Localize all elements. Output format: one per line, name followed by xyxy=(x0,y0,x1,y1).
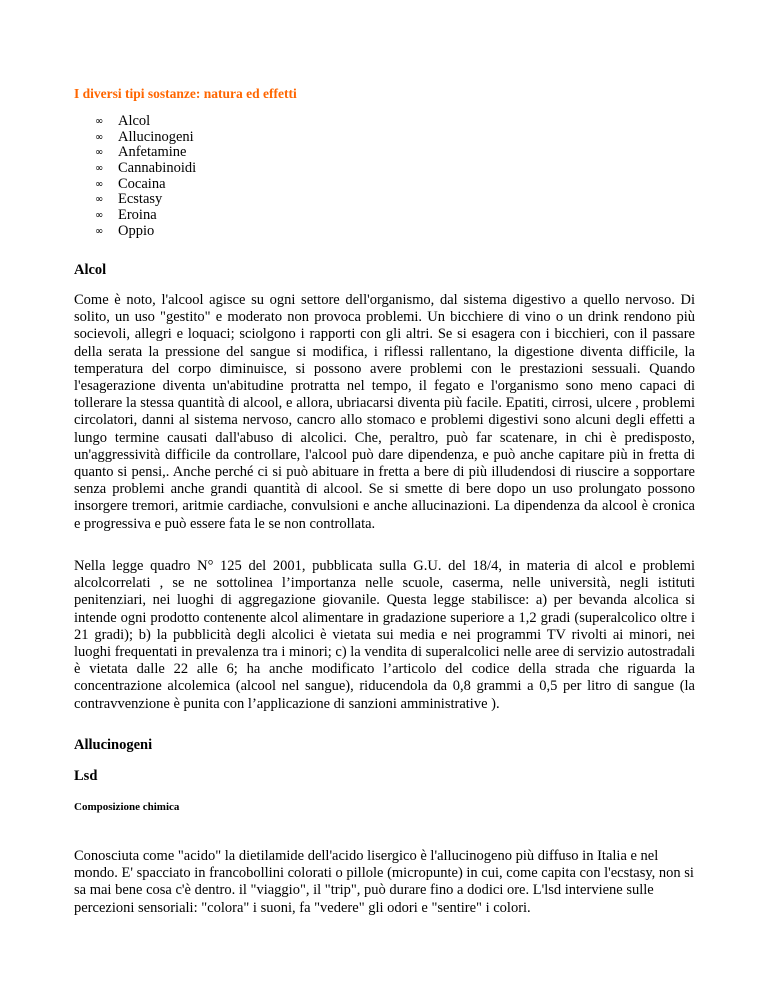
infinity-bullet-icon: ∞ xyxy=(95,210,104,222)
alcol-paragraph: Come è noto, l'alcool agisce su ogni settore dell'organismo, dal sistema digestivo a quello nervoso. Di solito, un uso "gestito" e moderato non provoca problemi. Un bicchiere di vino o un drink rendono più socievoli, allegri e loquaci; sciolgono i rapporti con gli altri. Se si esagera con i bicchieri, con il passare della serata la pressione del sangue si modifica, i riflessi rallentano, la digestione diventa difficile, la temperatura del corpo diminuisce, si possono avere problemi con le prestazioni sessuali. Quando l'esagerazione diventa un'abitudine protratta nel tempo, il fegato e l'organismo sono meno capaci di tollerare la stessa quantità di alcool, e allora, ubriacarsi diventa più facile. Epatiti, cirrosi, ulcere , problemi circolatori, danni al sistema nervoso, cancro allo stomaco e problemi digestivi sono alcuni degli effetti a lungo termine causati dall'abuso di alcolici. Che, peraltro, può far scatenare, in chi è predisposto, un'aggressività difficile da controllare, l'alcool può dare dipendenza, e può anche capitare più in fretta di quanto si pensi,. Anche perché ci si può abituare in fretta a bere di più illudendosi di riuscire a sopportare senza problemi anche grandi quantità di alcool. Se si smette di bere dopo un uso prolungato possono insorgere tremori, aritmie cardiache, convulsioni e anche allucinazioni. La dipendenza da alcool è cronica e progressiva e può essere fata le se non controllata. xyxy=(74,292,695,532)
alcol-heading: Alcol xyxy=(74,262,107,278)
list-item-label: Oppio xyxy=(118,222,155,239)
list-item-label: Cocaina xyxy=(118,175,166,192)
infinity-bullet-icon: ∞ xyxy=(95,178,104,190)
infinity-bullet-icon: ∞ xyxy=(95,116,104,127)
list-item-label: Allucinogeni xyxy=(118,128,194,145)
list-item-label: Cannabinoidi xyxy=(118,160,197,177)
infinity-bullet-icon: ∞ xyxy=(95,194,104,206)
document-title: I diversi tipi sostanze: natura ed effetti xyxy=(74,86,297,101)
list-item-label: Eroina xyxy=(118,207,157,224)
alcol-law-paragraph: Nella legge quadro N° 125 del 2001, pubblicata sulla G.U. del 18/4, in materia di alcol e problemi alcolcorrelati , se ne sottolinea l’importanza nelle scuole, caserma, nelle università, negli istituti penitenziari, nei luoghi di aggregazione giovanile. Questa legge stabilisce: a) per bevanda alcolica si intende ogni prodotto contenente alcol alimentare in gradazione superiore a 1,2 gradi (superalcolico oltre i 21 gradi); b) la pubblicità degli alcolici è vietata sui media e nei programmi TV rivolti ai minori, nei luoghi frequentati in prevalenza tra i minori; c) la vendita di superalcolici nelle aree di servizio autostradali è vietata dalle 22 alle 6; ha anche modificato l’articolo del codice della strada che riguarda la concentrazione alcolemica (alcool nel sangue), riducendola da 0,8 grammi a 0,5 per litro di sangue (la contravvenzione è punita con l’applicazione di sanzioni amministrative ). xyxy=(74,558,695,712)
infinity-bullet-icon: ∞ xyxy=(95,147,104,159)
list-item-label: Anfetamine xyxy=(118,144,187,161)
infinity-bullet-icon: ∞ xyxy=(95,131,104,143)
infinity-bullet-icon: ∞ xyxy=(95,163,104,175)
lsd-heading: Lsd xyxy=(74,768,98,784)
allucinogeni-heading: Allucinogeni xyxy=(74,737,153,753)
list-item-label: Ecstasy xyxy=(118,191,163,208)
infinity-bullet-icon: ∞ xyxy=(95,225,104,237)
composizione-chimica-heading: Composizione chimica xyxy=(74,801,180,813)
lsd-paragraph: Conosciuta come "acido" la dietilamide dell'acido lisergico è l'allucinogeno più diffuso in Italia e nel mondo. E' spacciato in francobollini colorati o pillole (micropunte) in cui, come capita con l'ecstasy, non si sa mai bene cosa c'è dentro. il "viaggio", il "trip", può durare fino a dodici ore. L'lsd interviene sulle percezioni sensoriali: "colora" i suoni, fa "vedere" gli odori e "sentire" i colori. xyxy=(74,848,694,916)
list-item-label: Alcol xyxy=(118,113,151,129)
